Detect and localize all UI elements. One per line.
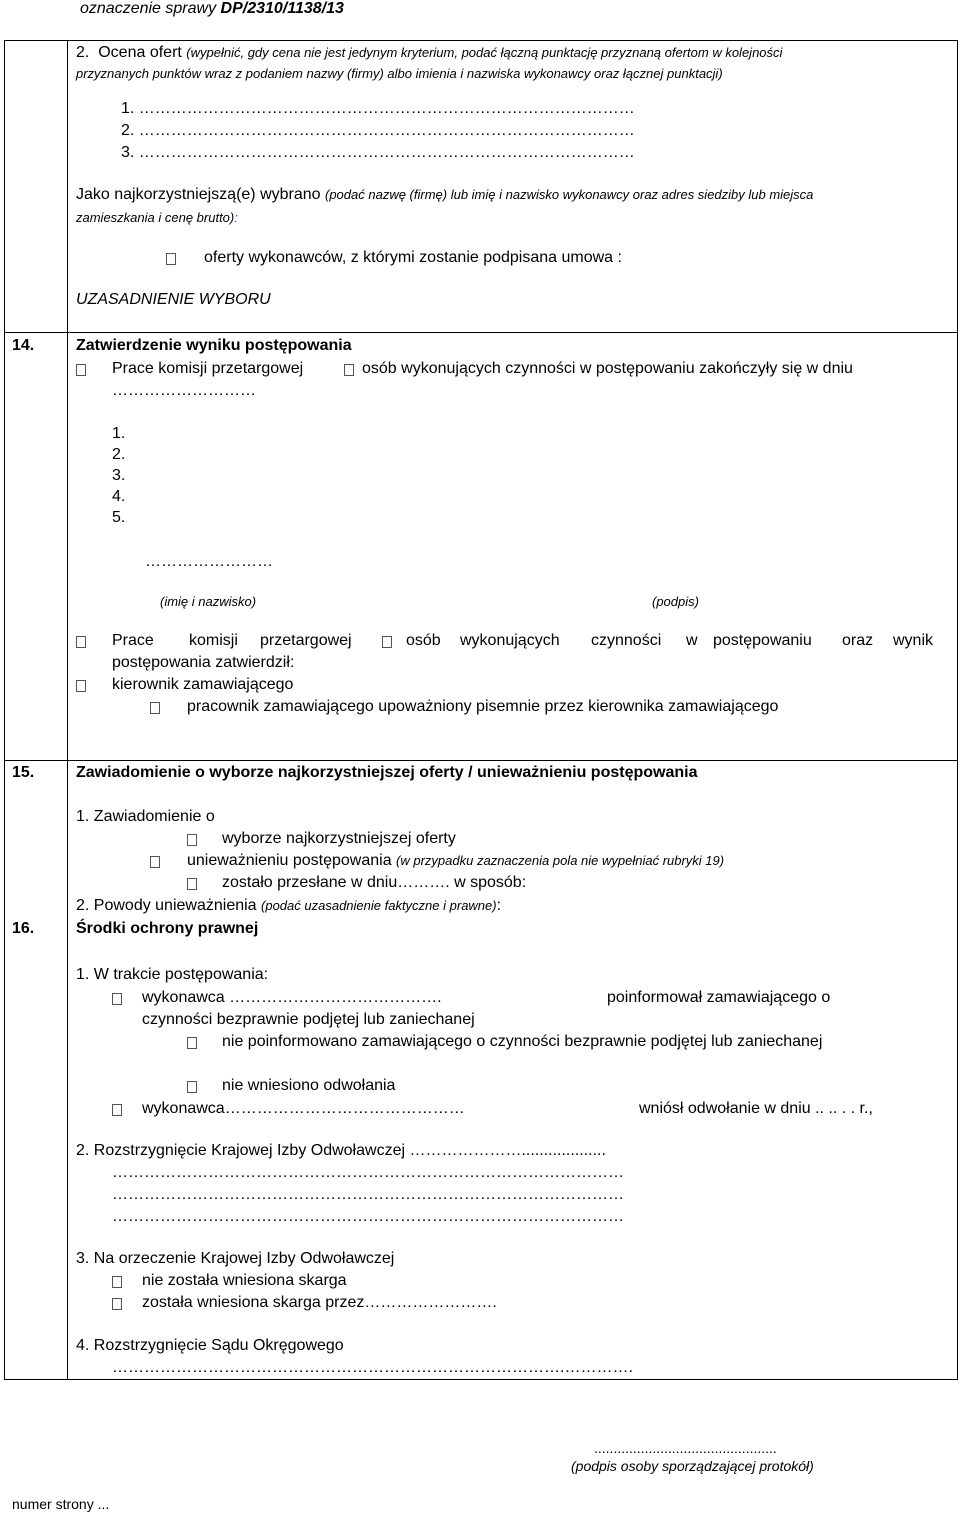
approve-work-checkbox[interactable] [76, 636, 86, 648]
case-number: DP/2310/1138/13 [220, 0, 344, 17]
page-number: numer strony ... [12, 1496, 110, 1512]
appeal-contractor: wykonawca……………………………………… [142, 1100, 465, 1117]
evaluation-note-2: przyznanych punktów wraz z podaniem nazwy (firmy) albo imienia i nazwiska wykonawcy oraz łącznej punktacji) [76, 66, 723, 81]
not-informed-checkbox[interactable] [187, 1037, 197, 1049]
section-16-number: 16. [12, 920, 35, 937]
no-appeal-checkbox[interactable] [187, 1081, 197, 1093]
complaint-filed-label: została wniesiona skarga przez……………………. [142, 1294, 497, 1311]
author-signature-label: (podpis osoby sporządzającej protokół) [571, 1458, 814, 1474]
rank-item-2: 2. ………………………………………………………………………………… [121, 122, 635, 139]
author-signature-dots: ............................................... [594, 1440, 777, 1456]
signature-dots: …………………… [145, 553, 273, 570]
employee-checkbox[interactable] [150, 702, 160, 714]
approve-word-6: czynności [591, 632, 662, 649]
approve-persons-checkbox[interactable] [382, 636, 392, 648]
approve-word-1: Prace [112, 632, 154, 649]
signature-caption: (podpis) [652, 594, 699, 609]
approve-word-9: oraz [842, 632, 874, 649]
court-ruling-heading: 4. Rozstrzygnięcie Sądu Okręgowego [76, 1337, 344, 1354]
member-3: 3. [112, 467, 126, 484]
no-appeal-label: nie wniesiono odwołania [222, 1077, 396, 1094]
row-divider-15 [4, 760, 958, 761]
name-caption: (imię i nazwisko) [160, 594, 257, 609]
section-15-number: 15. [12, 764, 35, 781]
best-offer-line [76, 186, 813, 204]
justification-label: UZASADNIENIE WYBORU [76, 291, 271, 308]
section-16-title: Środki ochrony prawnej [76, 920, 259, 937]
completion-date-dots: ……………………… [112, 382, 256, 399]
case-reference [80, 0, 344, 18]
appeal-checkbox[interactable] [112, 1104, 122, 1116]
annulment-label: unieważnieniu postępowania [187, 852, 392, 869]
section-14-title: Zatwierdzenie wyniku postępowania [76, 337, 352, 354]
approve-word-5: wykonujących [460, 632, 560, 649]
table-bottom-border [4, 1379, 958, 1380]
kio-dots-3: …………………………………………………………………………………… [112, 1208, 624, 1225]
annulment-reasons-label: 2. Powody unieważnienia [76, 897, 257, 914]
informed-checkbox[interactable] [112, 993, 122, 1005]
approve-word-3: przetargowej [260, 632, 352, 649]
member-2: 2. [112, 446, 126, 463]
section-14-number: 14. [12, 337, 35, 354]
no-complaint-checkbox[interactable] [112, 1276, 122, 1288]
annulment-reasons-note: (podać uzasadnienie faktyczne i prawne) [261, 898, 497, 913]
commission-text-b: osób wykonujących czynności w postępowaniu zakończyły się w dniu [362, 360, 853, 377]
not-informed-label: nie poinformowano zamawiającego o czynności bezprawnie podjętej lub zaniechanej [222, 1033, 823, 1050]
best-offer-label: Jako najkorzystniejszą(e) wybrano [76, 186, 321, 203]
rank-item-1: 1. ………………………………………………………………………………… [121, 100, 635, 117]
approve-word-2: komisji [189, 632, 238, 649]
sent-label: zostało przesłane w dniu………. w sposób: [222, 874, 527, 891]
section-15-title: Zawiadomienie o wyborze najkorzystniejszej oferty / unieważnieniu postępowania [76, 764, 698, 781]
complaint-filed-checkbox[interactable] [112, 1298, 122, 1310]
legal-item-1: 1. W trakcie postępowania: [76, 966, 269, 983]
approve-word-10: wynik [893, 632, 934, 649]
annulment-checkbox[interactable] [150, 856, 160, 868]
member-1: 1. [112, 425, 126, 442]
table-left-border [4, 40, 5, 1380]
notice-item-1: 1. Zawiadomienie o [76, 808, 215, 825]
offers-checkbox[interactable] [166, 253, 176, 265]
complaint-heading: 3. Na orzeczenie Krajowej Izby Odwoławczej [76, 1250, 395, 1267]
offers-text: oferty wykonawców, z którymi zostanie podpisana umowa : [204, 249, 622, 266]
annulment-note: (w przypadku zaznaczenia pola nie wypełniać rubryki 19) [396, 853, 725, 868]
best-offer-note-2: zamieszkania i cenę brutto): [76, 210, 238, 225]
best-offer-note-1: (podać nazwę (firmę) lub imię i nazwisko wykonawcy oraz adres siedziby lub miejsca [325, 187, 814, 202]
approve-word-4: osób [406, 632, 441, 649]
member-4: 4. [112, 488, 126, 505]
approve-word-7: w [686, 632, 698, 649]
member-5: 5. [112, 509, 126, 526]
evaluation-title: Ocena ofert [98, 44, 182, 61]
employee-label: pracownik zamawiającego upoważniony pisemnie przez kierownika zamawiającego [187, 698, 779, 715]
no-complaint-label: nie została wniesiona skarga [142, 1272, 347, 1289]
notice-choice-checkbox[interactable] [187, 834, 197, 846]
kio-ruling: 2. Rozstrzygnięcie Krajowej Izby Odwoławczej …………………................... [76, 1142, 606, 1159]
evaluation-note-1: (wypełnić, gdy cena nie jest jedynym kryterium, podać łączną punktację przyznaną ofertom w kolejności [186, 45, 783, 60]
table-column-divider [67, 40, 68, 1380]
case-label: oznaczenie sprawy [80, 0, 221, 17]
evaluation-heading [76, 44, 782, 62]
table-right-border [957, 40, 958, 1380]
notice-choice-label: wyborze najkorzystniejszej oferty [222, 830, 456, 847]
approve-word-8: postępowaniu [713, 632, 812, 649]
head-checkbox[interactable] [76, 680, 86, 692]
table-top-border [4, 40, 958, 41]
head-label: kierownik zamawiającego [112, 676, 294, 693]
row-divider-14 [4, 332, 958, 333]
appeal-date: wniósł odwołanie w dniu .. .. . . r., [639, 1100, 873, 1117]
court-ruling-dots: ………………………………………………………………………….…………. [112, 1359, 633, 1376]
informed-text: poinformował zamawiającego o [607, 989, 831, 1006]
persons-checkbox[interactable] [344, 364, 354, 376]
approve-line-2: postępowania zatwierdził: [112, 654, 295, 671]
sent-checkbox[interactable] [187, 878, 197, 890]
commission-checkbox[interactable] [76, 364, 86, 376]
kio-dots-1: …………………………………………………………………………………… [112, 1164, 624, 1181]
informed-text-2: czynności bezprawnie podjętej lub zaniechanej [142, 1011, 475, 1028]
commission-text-a: Prace komisji przetargowej [112, 360, 304, 377]
evaluation-number: 2. [76, 44, 90, 61]
informed-contractor: wykonawca …………………………………. [142, 989, 442, 1006]
rank-item-3: 3. ………………………………………………………………………………… [121, 144, 635, 161]
annulment-reasons-line: 2. Powody unieważnienia (podać uzasadnienie faktyczne i prawne): [76, 897, 502, 914]
kio-dots-2: …………………………………………………………………………………… [112, 1186, 624, 1203]
annulment-line [187, 852, 724, 870]
